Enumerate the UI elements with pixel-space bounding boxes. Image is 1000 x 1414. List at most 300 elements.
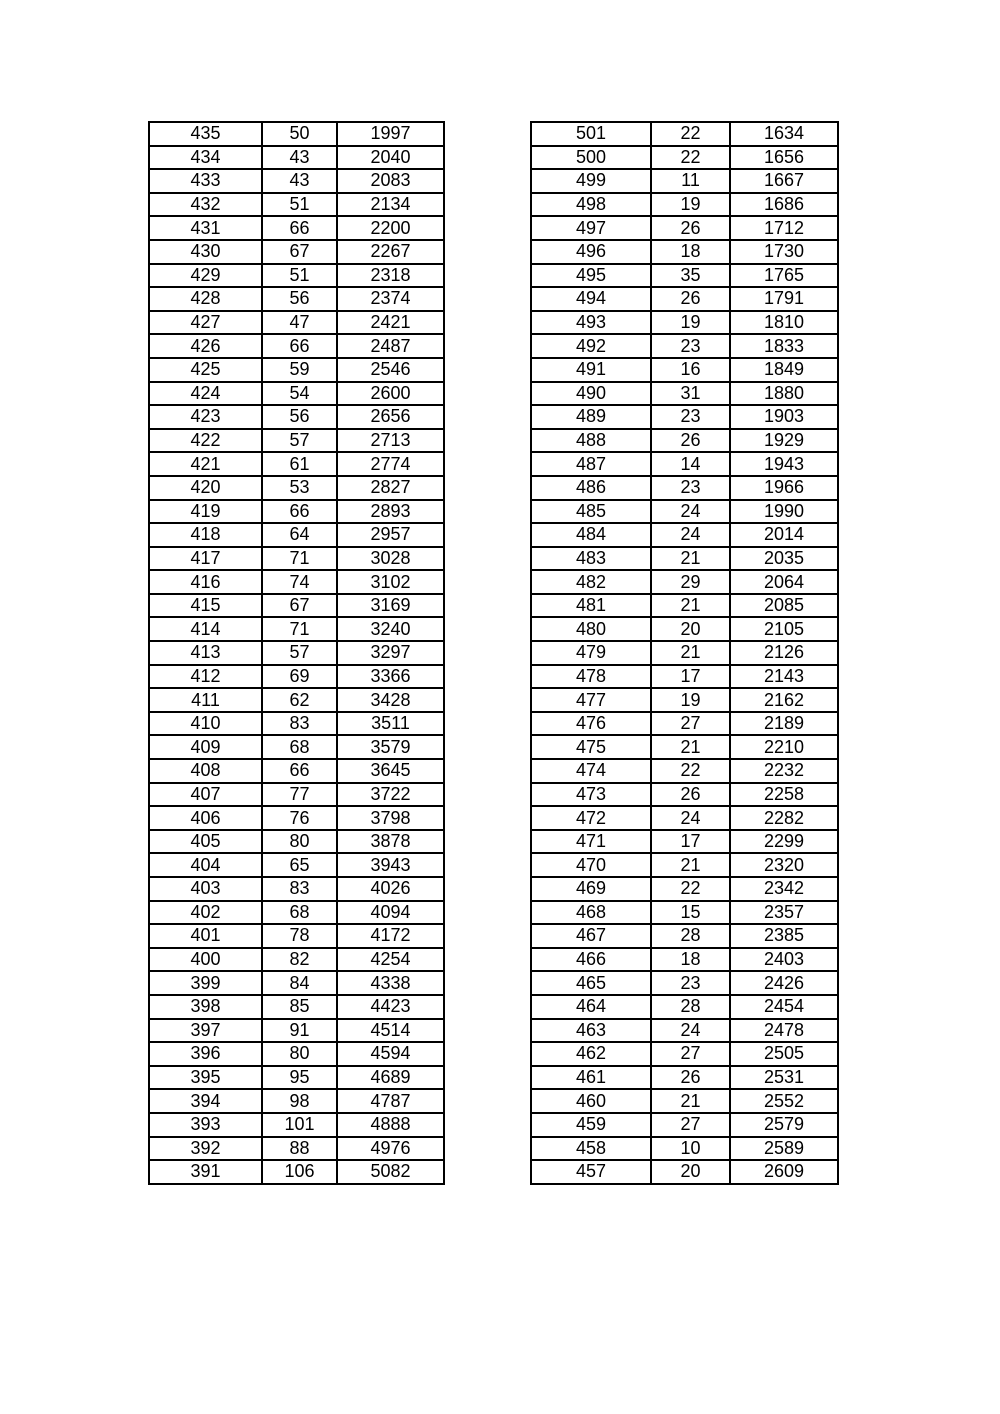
count-cell: 29 — [651, 570, 730, 594]
cumulative-cell: 1810 — [730, 311, 838, 335]
score-cell: 430 — [149, 240, 262, 264]
table-row — [149, 311, 444, 335]
table-row — [149, 924, 444, 948]
score-cell: 460 — [531, 1089, 651, 1113]
table-row — [149, 264, 444, 288]
table-row — [149, 735, 444, 759]
score-cell: 394 — [149, 1089, 262, 1113]
count-cell: 28 — [651, 924, 730, 948]
table-row — [149, 382, 444, 406]
table-row — [149, 216, 444, 240]
score-cell: 410 — [149, 712, 262, 736]
cumulative-cell: 5082 — [337, 1160, 444, 1184]
score-cell: 426 — [149, 334, 262, 358]
cumulative-cell: 4094 — [337, 901, 444, 925]
count-cell: 26 — [651, 287, 730, 311]
count-cell: 26 — [651, 783, 730, 807]
score-cell: 484 — [531, 523, 651, 547]
table-row — [531, 500, 838, 524]
count-cell: 17 — [651, 665, 730, 689]
cumulative-cell: 2403 — [730, 948, 838, 972]
table-row — [531, 617, 838, 641]
score-cell: 413 — [149, 641, 262, 665]
score-cell: 434 — [149, 146, 262, 170]
cumulative-cell: 2035 — [730, 547, 838, 571]
count-cell: 56 — [262, 287, 337, 311]
cumulative-cell: 2134 — [337, 193, 444, 217]
cumulative-cell: 1634 — [730, 122, 838, 146]
count-cell: 74 — [262, 570, 337, 594]
cumulative-cell: 3878 — [337, 830, 444, 854]
count-cell: 98 — [262, 1089, 337, 1113]
score-cell: 483 — [531, 547, 651, 571]
cumulative-cell: 2282 — [730, 806, 838, 830]
cumulative-cell: 2426 — [730, 971, 838, 995]
score-cell: 459 — [531, 1113, 651, 1137]
cumulative-cell: 2320 — [730, 853, 838, 877]
score-cell: 425 — [149, 358, 262, 382]
table-row — [531, 547, 838, 571]
cumulative-cell: 4787 — [337, 1089, 444, 1113]
count-cell: 22 — [651, 146, 730, 170]
count-cell: 82 — [262, 948, 337, 972]
cumulative-cell: 3798 — [337, 806, 444, 830]
table-row — [149, 594, 444, 618]
count-cell: 24 — [651, 1019, 730, 1043]
table-row — [531, 452, 838, 476]
score-cell: 391 — [149, 1160, 262, 1184]
count-cell: 85 — [262, 995, 337, 1019]
score-cell: 418 — [149, 523, 262, 547]
score-cell: 401 — [149, 924, 262, 948]
score-cell: 423 — [149, 405, 262, 429]
score-table-right-body — [531, 122, 838, 1184]
cumulative-cell: 2656 — [337, 405, 444, 429]
table-row — [531, 358, 838, 382]
cumulative-cell: 1943 — [730, 452, 838, 476]
table-row — [149, 240, 444, 264]
table-row — [531, 1089, 838, 1113]
score-cell: 464 — [531, 995, 651, 1019]
score-cell: 466 — [531, 948, 651, 972]
score-cell: 485 — [531, 500, 651, 524]
table-row — [531, 476, 838, 500]
count-cell: 66 — [262, 500, 337, 524]
cumulative-cell: 2531 — [730, 1066, 838, 1090]
cumulative-cell: 3028 — [337, 547, 444, 571]
cumulative-cell: 3240 — [337, 617, 444, 641]
score-cell: 393 — [149, 1113, 262, 1137]
count-cell: 19 — [651, 311, 730, 335]
table-row — [531, 523, 838, 547]
count-cell: 80 — [262, 1042, 337, 1066]
score-cell: 490 — [531, 382, 651, 406]
cumulative-cell: 1849 — [730, 358, 838, 382]
score-cell: 429 — [149, 264, 262, 288]
count-cell: 21 — [651, 853, 730, 877]
table-row — [149, 1066, 444, 1090]
score-cell: 402 — [149, 901, 262, 925]
table-row — [149, 193, 444, 217]
table-row — [531, 995, 838, 1019]
count-cell: 43 — [262, 169, 337, 193]
count-cell: 27 — [651, 712, 730, 736]
score-cell: 471 — [531, 830, 651, 854]
score-cell: 499 — [531, 169, 651, 193]
count-cell: 20 — [651, 1160, 730, 1184]
count-cell: 26 — [651, 216, 730, 240]
score-cell: 397 — [149, 1019, 262, 1043]
count-cell: 91 — [262, 1019, 337, 1043]
count-cell: 95 — [262, 1066, 337, 1090]
cumulative-cell: 3297 — [337, 641, 444, 665]
count-cell: 21 — [651, 735, 730, 759]
count-cell: 83 — [262, 712, 337, 736]
cumulative-cell: 3102 — [337, 570, 444, 594]
table-row — [149, 1137, 444, 1161]
table-row — [149, 783, 444, 807]
count-cell: 65 — [262, 853, 337, 877]
cumulative-cell: 3722 — [337, 783, 444, 807]
count-cell: 17 — [651, 830, 730, 854]
count-cell: 11 — [651, 169, 730, 193]
count-cell: 23 — [651, 334, 730, 358]
table-row — [149, 1019, 444, 1043]
table-row — [149, 547, 444, 571]
cumulative-cell: 2232 — [730, 759, 838, 783]
count-cell: 68 — [262, 901, 337, 925]
count-cell: 14 — [651, 452, 730, 476]
count-cell: 80 — [262, 830, 337, 854]
table-row — [149, 971, 444, 995]
count-cell: 10 — [651, 1137, 730, 1161]
table-row — [531, 1113, 838, 1137]
table-row — [531, 641, 838, 665]
score-cell: 492 — [531, 334, 651, 358]
score-cell: 457 — [531, 1160, 651, 1184]
count-cell: 61 — [262, 452, 337, 476]
score-cell: 431 — [149, 216, 262, 240]
count-cell: 27 — [651, 1113, 730, 1137]
score-cell: 475 — [531, 735, 651, 759]
score-cell: 488 — [531, 429, 651, 453]
score-cell: 433 — [149, 169, 262, 193]
score-cell: 458 — [531, 1137, 651, 1161]
cumulative-cell: 4514 — [337, 1019, 444, 1043]
table-row — [149, 948, 444, 972]
count-cell: 23 — [651, 405, 730, 429]
table-row — [531, 924, 838, 948]
score-cell: 468 — [531, 901, 651, 925]
table-row — [149, 1042, 444, 1066]
cumulative-cell: 2609 — [730, 1160, 838, 1184]
count-cell: 106 — [262, 1160, 337, 1184]
count-cell: 78 — [262, 924, 337, 948]
cumulative-cell: 1791 — [730, 287, 838, 311]
score-cell: 472 — [531, 806, 651, 830]
score-cell: 411 — [149, 688, 262, 712]
cumulative-cell: 3511 — [337, 712, 444, 736]
score-cell: 487 — [531, 452, 651, 476]
score-cell: 465 — [531, 971, 651, 995]
count-cell: 23 — [651, 476, 730, 500]
cumulative-cell: 2357 — [730, 901, 838, 925]
cumulative-cell: 4594 — [337, 1042, 444, 1066]
count-cell: 83 — [262, 877, 337, 901]
table-row — [531, 146, 838, 170]
table-row — [149, 1160, 444, 1184]
cumulative-cell: 2600 — [337, 382, 444, 406]
count-cell: 84 — [262, 971, 337, 995]
score-cell: 480 — [531, 617, 651, 641]
table-row — [149, 665, 444, 689]
score-cell: 407 — [149, 783, 262, 807]
cumulative-cell: 3169 — [337, 594, 444, 618]
table-row — [531, 877, 838, 901]
count-cell: 18 — [651, 948, 730, 972]
count-cell: 64 — [262, 523, 337, 547]
score-cell: 419 — [149, 500, 262, 524]
count-cell: 21 — [651, 594, 730, 618]
table-row — [149, 712, 444, 736]
cumulative-cell: 2385 — [730, 924, 838, 948]
score-cell: 473 — [531, 783, 651, 807]
score-cell: 470 — [531, 853, 651, 877]
count-cell: 51 — [262, 193, 337, 217]
score-cell: 406 — [149, 806, 262, 830]
score-cell: 477 — [531, 688, 651, 712]
table-row — [149, 523, 444, 547]
score-cell: 416 — [149, 570, 262, 594]
cumulative-cell: 2189 — [730, 712, 838, 736]
score-cell: 497 — [531, 216, 651, 240]
cumulative-cell: 4888 — [337, 1113, 444, 1137]
cumulative-cell: 2893 — [337, 500, 444, 524]
cumulative-cell: 2374 — [337, 287, 444, 311]
score-cell: 469 — [531, 877, 651, 901]
count-cell: 24 — [651, 523, 730, 547]
count-cell: 20 — [651, 617, 730, 641]
table-row — [149, 334, 444, 358]
score-cell: 496 — [531, 240, 651, 264]
score-cell: 422 — [149, 429, 262, 453]
count-cell: 35 — [651, 264, 730, 288]
score-table-left-body — [149, 122, 444, 1184]
table-row — [531, 735, 838, 759]
count-cell: 66 — [262, 216, 337, 240]
cumulative-cell: 4026 — [337, 877, 444, 901]
table-row — [149, 169, 444, 193]
table-row — [149, 358, 444, 382]
score-cell: 467 — [531, 924, 651, 948]
table-row — [149, 1089, 444, 1113]
count-cell: 43 — [262, 146, 337, 170]
cumulative-cell: 4172 — [337, 924, 444, 948]
cumulative-cell: 2827 — [337, 476, 444, 500]
score-cell: 494 — [531, 287, 651, 311]
count-cell: 71 — [262, 617, 337, 641]
table-row — [149, 617, 444, 641]
cumulative-cell: 2318 — [337, 264, 444, 288]
table-row — [531, 971, 838, 995]
cumulative-cell: 2589 — [730, 1137, 838, 1161]
count-cell: 53 — [262, 476, 337, 500]
score-cell: 481 — [531, 594, 651, 618]
count-cell: 23 — [651, 971, 730, 995]
score-cell: 400 — [149, 948, 262, 972]
table-row — [531, 1160, 838, 1184]
score-cell: 489 — [531, 405, 651, 429]
cumulative-cell: 1997 — [337, 122, 444, 146]
table-row — [531, 712, 838, 736]
cumulative-cell: 3579 — [337, 735, 444, 759]
count-cell: 26 — [651, 1066, 730, 1090]
score-cell: 417 — [149, 547, 262, 571]
cumulative-cell: 2299 — [730, 830, 838, 854]
cumulative-cell: 2143 — [730, 665, 838, 689]
count-cell: 15 — [651, 901, 730, 925]
count-cell: 67 — [262, 594, 337, 618]
count-cell: 19 — [651, 688, 730, 712]
score-cell: 408 — [149, 759, 262, 783]
cumulative-cell: 1730 — [730, 240, 838, 264]
count-cell: 56 — [262, 405, 337, 429]
table-row — [531, 853, 838, 877]
table-row — [149, 901, 444, 925]
table-row — [531, 122, 838, 146]
cumulative-cell: 4254 — [337, 948, 444, 972]
cumulative-cell: 2478 — [730, 1019, 838, 1043]
table-row — [531, 1042, 838, 1066]
count-cell: 69 — [262, 665, 337, 689]
cumulative-cell: 1929 — [730, 429, 838, 453]
table-row — [531, 901, 838, 925]
table-row — [149, 476, 444, 500]
score-table-left — [148, 121, 445, 1185]
cumulative-cell: 4423 — [337, 995, 444, 1019]
cumulative-cell: 3428 — [337, 688, 444, 712]
table-row — [149, 1113, 444, 1137]
count-cell: 47 — [262, 311, 337, 335]
score-cell: 412 — [149, 665, 262, 689]
table-row — [149, 759, 444, 783]
table-row — [149, 830, 444, 854]
score-cell: 424 — [149, 382, 262, 406]
table-row — [531, 948, 838, 972]
table-row — [149, 122, 444, 146]
count-cell: 66 — [262, 759, 337, 783]
table-row — [149, 995, 444, 1019]
score-cell: 420 — [149, 476, 262, 500]
table-row — [149, 806, 444, 830]
cumulative-cell: 1966 — [730, 476, 838, 500]
table-row — [531, 216, 838, 240]
table-row — [531, 570, 838, 594]
table-row — [531, 759, 838, 783]
count-cell: 59 — [262, 358, 337, 382]
cumulative-cell: 4689 — [337, 1066, 444, 1090]
count-cell: 68 — [262, 735, 337, 759]
cumulative-cell: 2267 — [337, 240, 444, 264]
table-row — [531, 688, 838, 712]
count-cell: 71 — [262, 547, 337, 571]
table-row — [531, 382, 838, 406]
score-cell: 396 — [149, 1042, 262, 1066]
cumulative-cell: 2505 — [730, 1042, 838, 1066]
cumulative-cell: 2774 — [337, 452, 444, 476]
count-cell: 18 — [651, 240, 730, 264]
cumulative-cell: 2552 — [730, 1089, 838, 1113]
count-cell: 21 — [651, 641, 730, 665]
count-cell: 27 — [651, 1042, 730, 1066]
score-cell: 476 — [531, 712, 651, 736]
score-cell: 486 — [531, 476, 651, 500]
cumulative-cell: 2546 — [337, 358, 444, 382]
table-row — [531, 665, 838, 689]
table-row — [531, 169, 838, 193]
cumulative-cell: 1656 — [730, 146, 838, 170]
score-cell: 405 — [149, 830, 262, 854]
score-cell: 415 — [149, 594, 262, 618]
score-cell: 491 — [531, 358, 651, 382]
table-row — [531, 429, 838, 453]
count-cell: 19 — [651, 193, 730, 217]
cumulative-cell: 1712 — [730, 216, 838, 240]
cumulative-cell: 2454 — [730, 995, 838, 1019]
table-row — [531, 311, 838, 335]
score-cell: 399 — [149, 971, 262, 995]
cumulative-cell: 2085 — [730, 594, 838, 618]
cumulative-cell: 2210 — [730, 735, 838, 759]
cumulative-cell: 2162 — [730, 688, 838, 712]
score-cell: 432 — [149, 193, 262, 217]
cumulative-cell: 1667 — [730, 169, 838, 193]
score-cell: 435 — [149, 122, 262, 146]
score-cell: 493 — [531, 311, 651, 335]
cumulative-cell: 2105 — [730, 617, 838, 641]
count-cell: 16 — [651, 358, 730, 382]
score-cell: 482 — [531, 570, 651, 594]
count-cell: 22 — [651, 877, 730, 901]
cumulative-cell: 2579 — [730, 1113, 838, 1137]
table-row — [531, 1019, 838, 1043]
table-row — [531, 830, 838, 854]
count-cell: 21 — [651, 1089, 730, 1113]
score-cell: 462 — [531, 1042, 651, 1066]
count-cell: 57 — [262, 429, 337, 453]
cumulative-cell: 2957 — [337, 523, 444, 547]
count-cell: 67 — [262, 240, 337, 264]
score-cell: 403 — [149, 877, 262, 901]
cumulative-cell: 3645 — [337, 759, 444, 783]
count-cell: 31 — [651, 382, 730, 406]
score-cell: 427 — [149, 311, 262, 335]
cumulative-cell: 2342 — [730, 877, 838, 901]
table-row — [531, 806, 838, 830]
cumulative-cell: 2713 — [337, 429, 444, 453]
score-cell: 479 — [531, 641, 651, 665]
table-row — [149, 500, 444, 524]
cumulative-cell: 1686 — [730, 193, 838, 217]
count-cell: 76 — [262, 806, 337, 830]
table-row — [149, 405, 444, 429]
table-row — [531, 264, 838, 288]
cumulative-cell: 4338 — [337, 971, 444, 995]
cumulative-cell: 2126 — [730, 641, 838, 665]
count-cell: 77 — [262, 783, 337, 807]
table-row — [149, 146, 444, 170]
score-cell: 395 — [149, 1066, 262, 1090]
